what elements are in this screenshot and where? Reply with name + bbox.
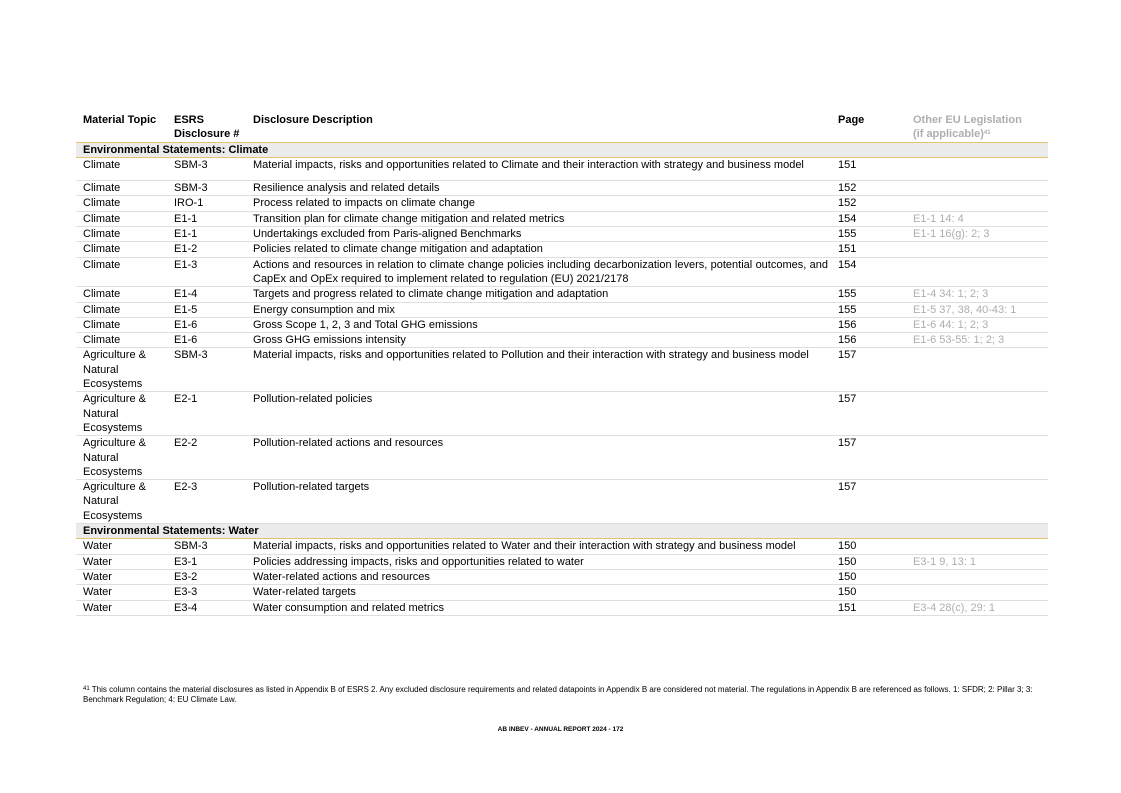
cell-code: E2-3 [167, 480, 246, 524]
cell-page: 157 [831, 480, 906, 524]
cell-description: Pollution-related policies [246, 392, 831, 436]
cell-other-legislation [906, 157, 1048, 180]
table-header-row [76, 112, 1048, 142]
cell-code: E3-2 [167, 569, 246, 584]
cell-code: E1-1 [167, 227, 246, 242]
cell-topic: Water [76, 539, 167, 554]
cell-description: Undertakings excluded from Paris-aligned Benchmarks [246, 227, 831, 242]
disclosure-table-wrapper [76, 112, 1048, 616]
cell-topic: Climate [76, 211, 167, 226]
cell-page: 151 [831, 157, 906, 180]
table-row [76, 539, 1048, 554]
cell-code: SBM-3 [167, 181, 246, 196]
table-row [76, 554, 1048, 569]
table-row [76, 392, 1048, 436]
cell-other-legislation [906, 257, 1048, 287]
cell-description: Resilience analysis and related details [246, 181, 831, 196]
table-row [76, 211, 1048, 226]
cell-code: E1-6 [167, 333, 246, 348]
cell-topic: Climate [76, 157, 167, 180]
cell-other-legislation: E1-1 16(g): 2; 3 [906, 227, 1048, 242]
cell-topic: Climate [76, 257, 167, 287]
cell-page: 152 [831, 196, 906, 211]
cell-code: E1-6 [167, 317, 246, 332]
cell-description: Water consumption and related metrics [246, 600, 831, 615]
header-esrs-disclosure: ESRS Disclosure # [167, 112, 246, 142]
cell-description: Process related to impacts on climate change [246, 196, 831, 211]
cell-description: Water-related actions and resources [246, 569, 831, 584]
cell-topic: Agriculture & Natural Ecosystems [76, 480, 167, 524]
cell-topic: Climate [76, 196, 167, 211]
cell-topic: Climate [76, 227, 167, 242]
cell-description: Gross Scope 1, 2, 3 and Total GHG emissions [246, 317, 831, 332]
cell-other-legislation: E1-6 44: 1; 2; 3 [906, 317, 1048, 332]
cell-other-legislation: E1-5 37, 38, 40-43: 1 [906, 302, 1048, 317]
cell-description: Water-related targets [246, 585, 831, 600]
cell-other-legislation [906, 392, 1048, 436]
table-row [76, 317, 1048, 332]
table-row [76, 600, 1048, 615]
cell-other-legislation [906, 242, 1048, 257]
cell-code: E3-3 [167, 585, 246, 600]
footnote-reference: 41 [983, 130, 991, 137]
cell-code: E3-4 [167, 600, 246, 615]
cell-description: Gross GHG emissions intensity [246, 333, 831, 348]
cell-topic: Climate [76, 287, 167, 302]
cell-other-legislation [906, 539, 1048, 554]
cell-description: Targets and progress related to climate change mitigation and adaptation [246, 287, 831, 302]
cell-other-legislation [906, 348, 1048, 392]
page-footer: AB INBEV - ANNUAL REPORT 2024 - 172 [497, 726, 624, 733]
table-row [76, 302, 1048, 317]
table-row [76, 569, 1048, 584]
cell-code: SBM-3 [167, 348, 246, 392]
header-material-topic: Material Topic [76, 112, 167, 142]
cell-page: 155 [831, 287, 906, 302]
cell-page: 157 [831, 348, 906, 392]
cell-code: E3-1 [167, 554, 246, 569]
header-disclosure-description: Disclosure Description [246, 112, 831, 142]
table-row [76, 157, 1048, 180]
cell-topic: Agriculture & Natural Ecosystems [76, 436, 167, 480]
cell-topic: Water [76, 600, 167, 615]
cell-page: 156 [831, 333, 906, 348]
cell-other-legislation [906, 196, 1048, 211]
cell-description: Material impacts, risks and opportunities related to Pollution and their interaction with strategy and business model [246, 348, 831, 392]
table-row [76, 333, 1048, 348]
disclosure-table [76, 112, 1048, 616]
cell-page: 155 [831, 302, 906, 317]
cell-other-legislation: E3-1 9, 13: 1 [906, 554, 1048, 569]
cell-topic: Climate [76, 317, 167, 332]
cell-description: Transition plan for climate change mitigation and related metrics [246, 211, 831, 226]
cell-description: Pollution-related actions and resources [246, 436, 831, 480]
cell-page: 152 [831, 181, 906, 196]
cell-description: Material impacts, risks and opportunities related to Climate and their interaction with strategy and business model [246, 157, 831, 180]
footnote-text: This column contains the material disclosures as listed in Appendix B of ESRS 2. Any excluded disclosure requirements and related datapoints in Appendix B are considered not material. The regulations in Appendix B are referenced as follows. 1: SFDR; 2: Pillar 3; 3: Benchmark Regulation; 4: EU Climate Law. [83, 685, 1033, 704]
cell-description: Actions and resources in relation to climate change policies including decarbonization levers, potential outcomes, and CapEx and OpEx required to implement related to regulation (EU) 2021/2178 [246, 257, 831, 287]
table-row [76, 227, 1048, 242]
cell-other-legislation [906, 569, 1048, 584]
table-row [76, 181, 1048, 196]
cell-page: 150 [831, 585, 906, 600]
table-row [76, 257, 1048, 287]
cell-code: SBM-3 [167, 157, 246, 180]
cell-code: E1-1 [167, 211, 246, 226]
cell-topic: Climate [76, 242, 167, 257]
cell-other-legislation [906, 181, 1048, 196]
cell-topic: Climate [76, 333, 167, 348]
cell-code: SBM-3 [167, 539, 246, 554]
cell-page: 150 [831, 539, 906, 554]
cell-topic: Climate [76, 181, 167, 196]
cell-page: 150 [831, 569, 906, 584]
cell-page: 154 [831, 257, 906, 287]
section-title: Environmental Statements: Water [76, 524, 1048, 539]
cell-code: E1-3 [167, 257, 246, 287]
cell-other-legislation [906, 436, 1048, 480]
cell-code: E2-1 [167, 392, 246, 436]
section-header-water [76, 524, 1048, 539]
cell-description: Policies addressing impacts, risks and opportunities related to water [246, 554, 831, 569]
table-row [76, 585, 1048, 600]
cell-other-legislation: E1-1 14: 4 [906, 211, 1048, 226]
cell-code: IRO-1 [167, 196, 246, 211]
header-other-eu-legislation: Other EU Legislation (if applicable)$^{41}$ [906, 112, 1048, 142]
footnote-number: 41 [83, 686, 90, 692]
table-row [76, 436, 1048, 480]
cell-other-legislation: E1-6 53-55: 1; 2; 3 [906, 333, 1048, 348]
header-page: Page [831, 112, 906, 142]
table-row [76, 196, 1048, 211]
table-row [76, 348, 1048, 392]
cell-code: E1-4 [167, 287, 246, 302]
section-header-climate [76, 142, 1048, 157]
cell-page: 157 [831, 436, 906, 480]
cell-topic: Water [76, 554, 167, 569]
cell-description: Energy consumption and mix [246, 302, 831, 317]
cell-description: Policies related to climate change mitigation and adaptation [246, 242, 831, 257]
cell-topic: Agriculture & Natural Ecosystems [76, 392, 167, 436]
table-row [76, 287, 1048, 302]
cell-description: Pollution-related targets [246, 480, 831, 524]
cell-page: 157 [831, 392, 906, 436]
cell-topic: Climate [76, 302, 167, 317]
cell-page: 150 [831, 554, 906, 569]
cell-other-legislation: E3-4 28(c), 29: 1 [906, 600, 1048, 615]
cell-page: 151 [831, 600, 906, 615]
cell-other-legislation [906, 480, 1048, 524]
section-title: Environmental Statements: Climate [76, 142, 1048, 157]
table-row [76, 242, 1048, 257]
cell-topic: Agriculture & Natural Ecosystems [76, 348, 167, 392]
cell-topic: Water [76, 585, 167, 600]
cell-other-legislation: E1-4 34: 1; 2; 3 [906, 287, 1048, 302]
cell-page: 156 [831, 317, 906, 332]
cell-code: E1-2 [167, 242, 246, 257]
footnote [83, 685, 1043, 705]
cell-code: E1-5 [167, 302, 246, 317]
cell-page: 155 [831, 227, 906, 242]
cell-description: Material impacts, risks and opportunities related to Water and their interaction with strategy and business model [246, 539, 831, 554]
cell-page: 154 [831, 211, 906, 226]
cell-code: E2-2 [167, 436, 246, 480]
cell-page: 151 [831, 242, 906, 257]
cell-topic: Water [76, 569, 167, 584]
cell-other-legislation [906, 585, 1048, 600]
table-row [76, 480, 1048, 524]
